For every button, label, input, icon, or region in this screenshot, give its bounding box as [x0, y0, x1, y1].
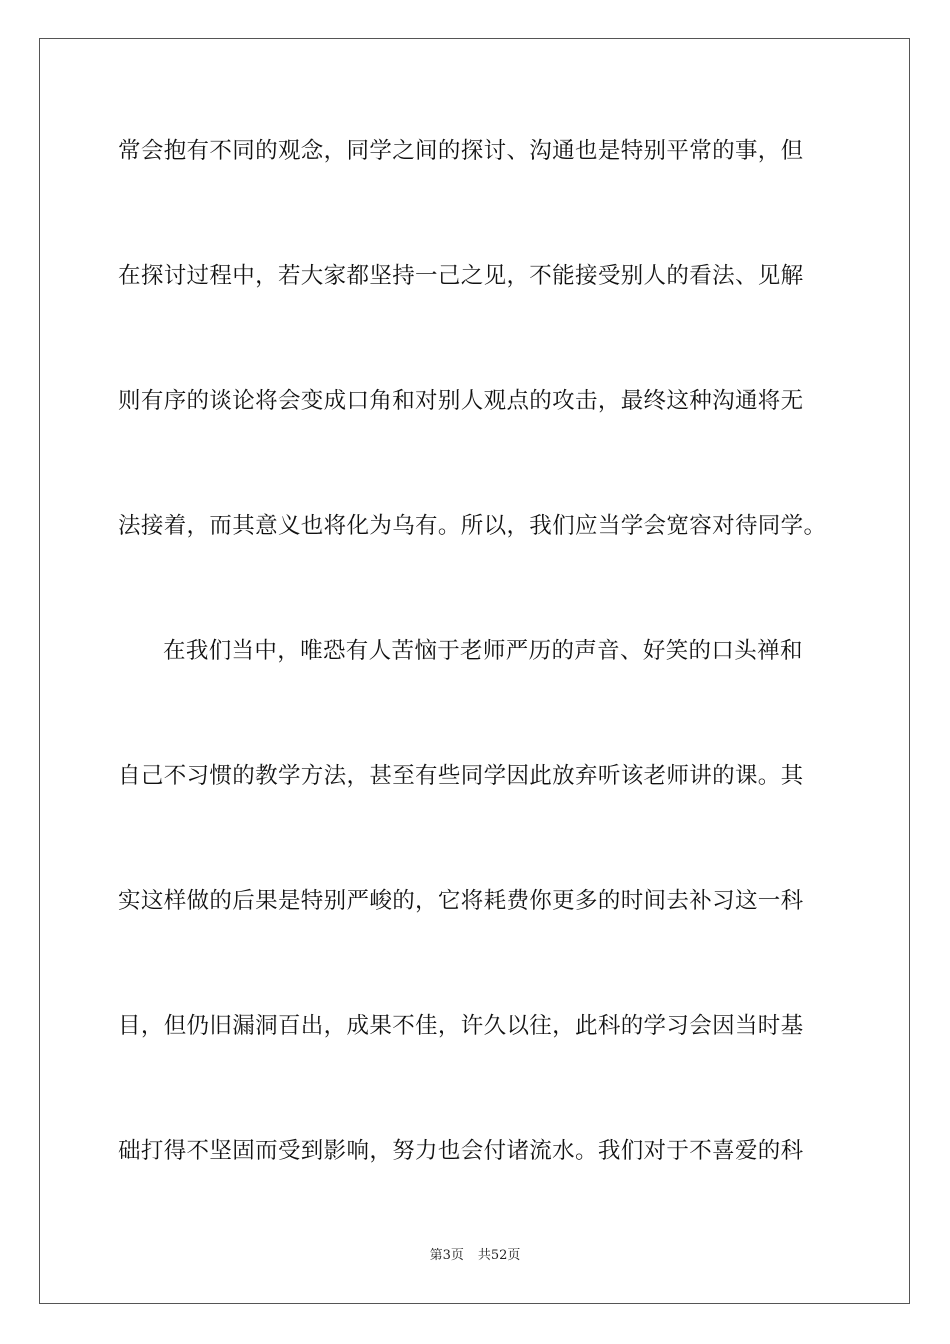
text-line: 在探讨过程中，若大家都坚持一己之见，不能接受别人的看法、见解: [118, 263, 804, 289]
text-line: 在我们当中，唯恐有人苦恼于老师严历的声音、好笑的口头禅和: [163, 638, 803, 664]
page-number: 第3页: [429, 1248, 464, 1263]
page-footer: [0, 1247, 950, 1265]
text-line: 目，但仍旧漏洞百出，成果不佳，许久以往，此科的学习会因当时基: [118, 1013, 804, 1039]
text-line: 则有序的谈论将会变成口角和对别人观点的攻击，最终这种沟通将无: [118, 388, 804, 414]
text-line: 常会抱有不同的观念，同学之间的探讨、沟通也是特别平常的事，但: [118, 138, 804, 164]
text-line: 法接着，而其意义也将化为乌有。所以，我们应当学会宽容对待同学。: [118, 513, 827, 539]
text-line: 自己不习惯的教学方法，甚至有些同学因此放弃听该老师讲的课。其: [118, 763, 804, 789]
page-border: [39, 38, 910, 1304]
text-line: 实这样做的后果是特别严峻的，它将耗费你更多的时间去补习这一科: [118, 888, 804, 914]
text-line: 础打得不坚固而受到影响，努力也会付诸流水。我们对于不喜爱的科: [118, 1138, 804, 1164]
page-total: 共52页: [477, 1248, 521, 1263]
